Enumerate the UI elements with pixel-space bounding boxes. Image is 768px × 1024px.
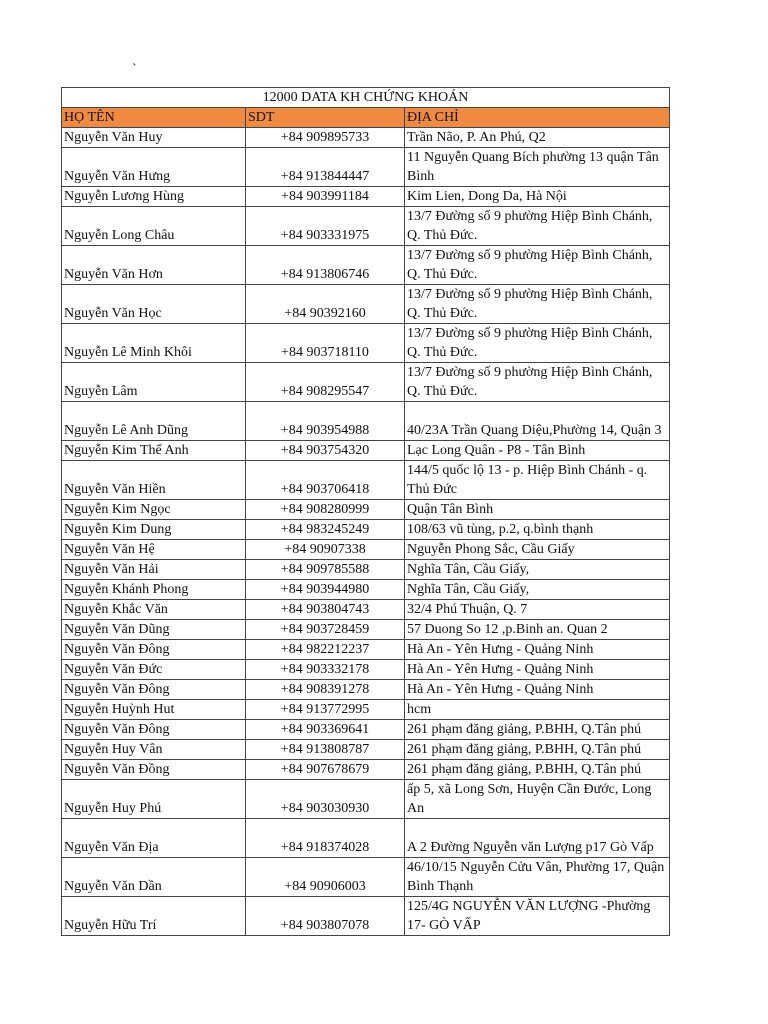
stray-mark: ` <box>132 62 137 77</box>
phone-cell: +84 903332178 <box>246 660 405 680</box>
address-cell: Hà An - Yên Hưng - Quảng Ninh <box>405 680 670 700</box>
address-cell: 40/23A Trần Quang Diệu,Phường 14, Quận 3 <box>405 402 670 441</box>
table-row <box>62 858 670 897</box>
table-row <box>62 324 670 363</box>
name-cell: Nguyễn Huỳnh Hut <box>62 700 246 720</box>
table-row <box>62 580 670 600</box>
name-cell: Nguyễn Văn Hiền <box>62 461 246 500</box>
table-row <box>62 700 670 720</box>
address-cell: Kim Lien, Dong Da, Hà Nội <box>405 187 670 207</box>
name-cell: Nguyễn Khắc Văn <box>62 600 246 620</box>
name-cell: Nguyễn Văn Hải <box>62 560 246 580</box>
name-cell: Nguyễn Hữu Trí <box>62 897 246 936</box>
phone-cell: +84 903030930 <box>246 780 405 819</box>
address-cell: Nghĩa Tân, Cầu Giấy, <box>405 580 670 600</box>
table-row <box>62 740 670 760</box>
name-cell: Nguyễn Kim Ngọc <box>62 500 246 520</box>
table-row <box>62 640 670 660</box>
table-row <box>62 819 670 858</box>
address-cell: 46/10/15 Nguyễn Cửu Vân, Phường 17, Quận Bình Thạnh <box>405 858 670 897</box>
table-row <box>62 285 670 324</box>
phone-cell: +84 903706418 <box>246 461 405 500</box>
table-row <box>62 660 670 680</box>
address-cell: Hà An - Yên Hưng - Quảng Ninh <box>405 660 670 680</box>
phone-cell: +84 903944980 <box>246 580 405 600</box>
address-cell: 13/7 Đường số 9 phường Hiệp Bình Chánh, Q. Thủ Đức. <box>405 285 670 324</box>
phone-cell: +84 903728459 <box>246 620 405 640</box>
name-cell: Nguyễn Văn Đông <box>62 640 246 660</box>
phone-cell: +84 913844447 <box>246 148 405 187</box>
header-phone: SDT <box>246 108 405 128</box>
table-row <box>62 620 670 640</box>
table-row <box>62 560 670 580</box>
name-cell: Nguyễn Văn Học <box>62 285 246 324</box>
address-cell: Trần Não, P. An Phú, Q2 <box>405 128 670 148</box>
name-cell: Nguyễn Long Châu <box>62 207 246 246</box>
table-row <box>62 402 670 441</box>
phone-cell: +84 908280999 <box>246 500 405 520</box>
table-title-row <box>62 88 670 108</box>
address-cell: Hà An - Yên Hưng - Quảng Ninh <box>405 640 670 660</box>
phone-cell: +84 90906003 <box>246 858 405 897</box>
address-cell: Quận Tân Bình <box>405 500 670 520</box>
phone-cell: +84 903954988 <box>246 402 405 441</box>
address-cell: hcm <box>405 700 670 720</box>
name-cell: Nguyễn Văn Huy <box>62 128 246 148</box>
table-row <box>62 720 670 740</box>
phone-cell: +84 983245249 <box>246 520 405 540</box>
table-row <box>62 207 670 246</box>
table-row <box>62 363 670 402</box>
phone-cell: +84 908391278 <box>246 680 405 700</box>
address-cell: Nguyễn Phong Sắc, Cầu Giấy <box>405 540 670 560</box>
table-row <box>62 897 670 936</box>
phone-cell: +84 90392160 <box>246 285 405 324</box>
table-header-row <box>62 108 670 128</box>
name-cell: Nguyễn Lâm <box>62 363 246 402</box>
address-cell: Lạc Long Quân - P8 - Tân Bình <box>405 441 670 461</box>
header-address: ĐỊA CHỈ <box>405 108 670 128</box>
address-cell: 261 phạm đăng giảng, P.BHH, Q.Tân phú <box>405 740 670 760</box>
name-cell: Nguyễn Văn Đông <box>62 720 246 740</box>
name-cell: Nguyễn Huy Phú <box>62 780 246 819</box>
phone-cell: +84 903807078 <box>246 897 405 936</box>
address-cell: 57 Duong So 12 ,p.Binh an. Quan 2 <box>405 620 670 640</box>
table-row <box>62 680 670 700</box>
name-cell: Nguyễn Văn Hơn <box>62 246 246 285</box>
address-cell: Nghĩa Tân, Cầu Giấy, <box>405 560 670 580</box>
phone-cell: +84 903331975 <box>246 207 405 246</box>
phone-cell: +84 903754320 <box>246 441 405 461</box>
table-row <box>62 520 670 540</box>
address-cell: 261 phạm đăng giảng, P.BHH, Q.Tân phú <box>405 760 670 780</box>
name-cell: Nguyễn Lương Hùng <box>62 187 246 207</box>
table-row <box>62 441 670 461</box>
address-cell: 11 Nguyễn Quang Bích phường 13 quận Tân Bình <box>405 148 670 187</box>
phone-cell: +84 913806746 <box>246 246 405 285</box>
address-cell: 13/7 Đường số 9 phường Hiệp Bình Chánh, Q. Thủ Đức. <box>405 246 670 285</box>
table-row <box>62 780 670 819</box>
customer-table <box>61 87 670 936</box>
phone-cell: +84 908295547 <box>246 363 405 402</box>
table-row <box>62 461 670 500</box>
phone-cell: +84 913808787 <box>246 740 405 760</box>
phone-cell: +84 903991184 <box>246 187 405 207</box>
table-row <box>62 760 670 780</box>
address-cell: 108/63 vũ tùng, p.2, q.bình thạnh <box>405 520 670 540</box>
address-cell: 261 phạm đăng giảng, P.BHH, Q.Tân phú <box>405 720 670 740</box>
name-cell: Nguyễn Văn Đức <box>62 660 246 680</box>
phone-cell: +84 903804743 <box>246 600 405 620</box>
phone-cell: +84 90907338 <box>246 540 405 560</box>
name-cell: Nguyễn Văn Đồng <box>62 760 246 780</box>
address-cell: 13/7 Đường số 9 phường Hiệp Bình Chánh, Q. Thủ Đức. <box>405 207 670 246</box>
name-cell: Nguyễn Văn Hệ <box>62 540 246 560</box>
phone-cell: +84 907678679 <box>246 760 405 780</box>
name-cell: Nguyễn Kim Dung <box>62 520 246 540</box>
address-cell: 13/7 Đường số 9 phường Hiệp Bình Chánh, Q. Thủ Đức. <box>405 324 670 363</box>
name-cell: Nguyễn Lê Anh Dũng <box>62 402 246 441</box>
phone-cell: +84 909895733 <box>246 128 405 148</box>
table-row <box>62 187 670 207</box>
table-row <box>62 128 670 148</box>
name-cell: Nguyễn Văn Dần <box>62 858 246 897</box>
phone-cell: +84 909785588 <box>246 560 405 580</box>
table-title: 12000 DATA KH CHỨNG KHOÁN <box>62 88 670 108</box>
address-cell: 13/7 Đường số 9 phường Hiệp Bình Chánh, Q. Thủ Đức. <box>405 363 670 402</box>
phone-cell: +84 982212237 <box>246 640 405 660</box>
address-cell: 144/5 quốc lộ 13 - p. Hiệp Bình Chánh - q. Thủ Đức <box>405 461 670 500</box>
address-cell: 125/4G NGUYỄN VĂN LƯỢNG -Phường 17- GÒ VẤP <box>405 897 670 936</box>
phone-cell: +84 903369641 <box>246 720 405 740</box>
address-cell: ấp 5, xã Long Sơn, Huyện Cần Đước, Long An <box>405 780 670 819</box>
phone-cell: +84 918374028 <box>246 819 405 858</box>
address-cell: A 2 Đường Nguyễn văn Lượng p17 Gò Vấp <box>405 819 670 858</box>
name-cell: Nguyễn Văn Hưng <box>62 148 246 187</box>
name-cell: Nguyễn Văn Dũng <box>62 620 246 640</box>
phone-cell: +84 913772995 <box>246 700 405 720</box>
table-row <box>62 246 670 285</box>
name-cell: Nguyễn Huy Vân <box>62 740 246 760</box>
name-cell: Nguyễn Khánh Phong <box>62 580 246 600</box>
table-row <box>62 148 670 187</box>
name-cell: Nguyễn Lê Minh Khôi <box>62 324 246 363</box>
table-row <box>62 600 670 620</box>
name-cell: Nguyễn Văn Địa <box>62 819 246 858</box>
header-name: HỌ TÊN <box>62 108 246 128</box>
address-cell: 32/4 Phú Thuận, Q. 7 <box>405 600 670 620</box>
table-row <box>62 500 670 520</box>
name-cell: Nguyễn Văn Đông <box>62 680 246 700</box>
name-cell: Nguyễn Kim Thế Anh <box>62 441 246 461</box>
phone-cell: +84 903718110 <box>246 324 405 363</box>
table-row <box>62 540 670 560</box>
